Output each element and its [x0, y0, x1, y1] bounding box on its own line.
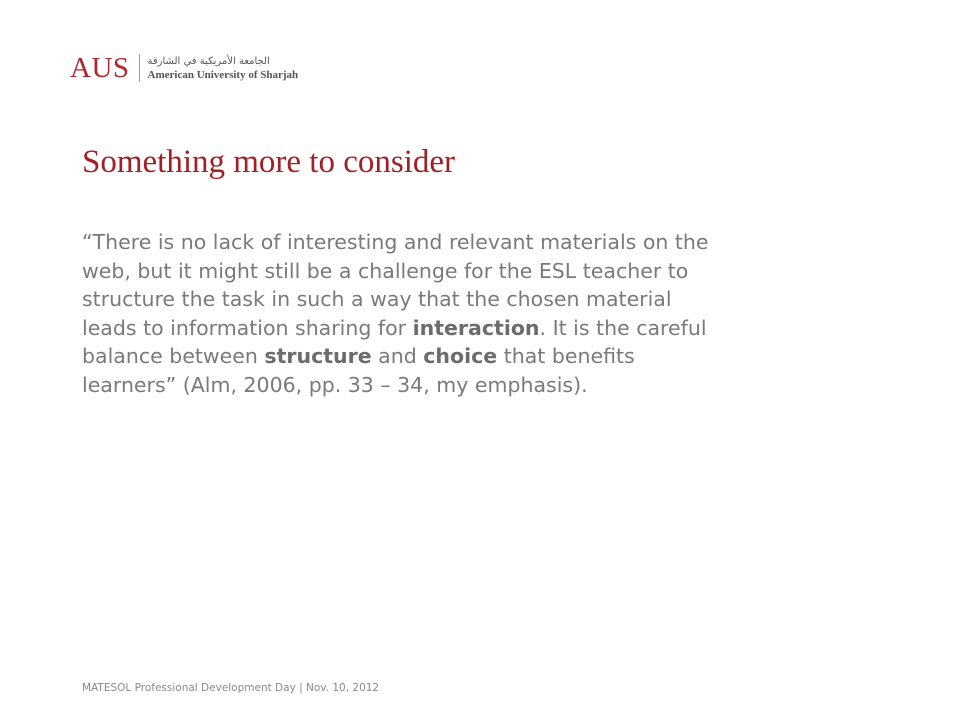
logo-arabic-name: الجامعة الأمريكية في الشارقة [147, 55, 270, 67]
quote-text: “There is no lack of interesting and relevant materials on the [82, 230, 709, 254]
quote-line [82, 371, 842, 400]
slide-title: Something more to consider [82, 144, 456, 180]
quote-line [82, 314, 842, 343]
quote-text: web, but it might still be a challenge for the ESL teacher to [82, 258, 689, 283]
quote-line [82, 257, 842, 286]
quote-text: . It is the careful [539, 315, 707, 340]
quote-text: leads to information sharing for [82, 315, 413, 340]
university-logo [70, 52, 298, 84]
quote-text: structure the task in such a way that the chosen material [82, 287, 672, 311]
logo-divider [139, 54, 140, 82]
emphasis-choice: choice [423, 344, 498, 368]
quote-line [82, 285, 842, 314]
slide-footer: MATESOL Professional Development Day | Nov. 10, 2012 [82, 682, 380, 694]
quote-line [82, 228, 842, 257]
logo-mark: AUS [70, 52, 130, 84]
quote-line [82, 342, 842, 371]
quote-text: balance between [82, 344, 265, 368]
quote-citation: learners” (Alm, 2006, pp. 33 – 34, my emphasis). [82, 372, 588, 397]
emphasis-structure: structure [264, 344, 372, 368]
quote-body [82, 228, 842, 399]
emphasis-interaction: interaction [412, 315, 540, 340]
quote-text: and [371, 344, 424, 368]
logo-english-name: American University of Sharjah [147, 68, 299, 81]
logo-names [148, 53, 299, 83]
quote-text: that benefits [497, 344, 635, 368]
